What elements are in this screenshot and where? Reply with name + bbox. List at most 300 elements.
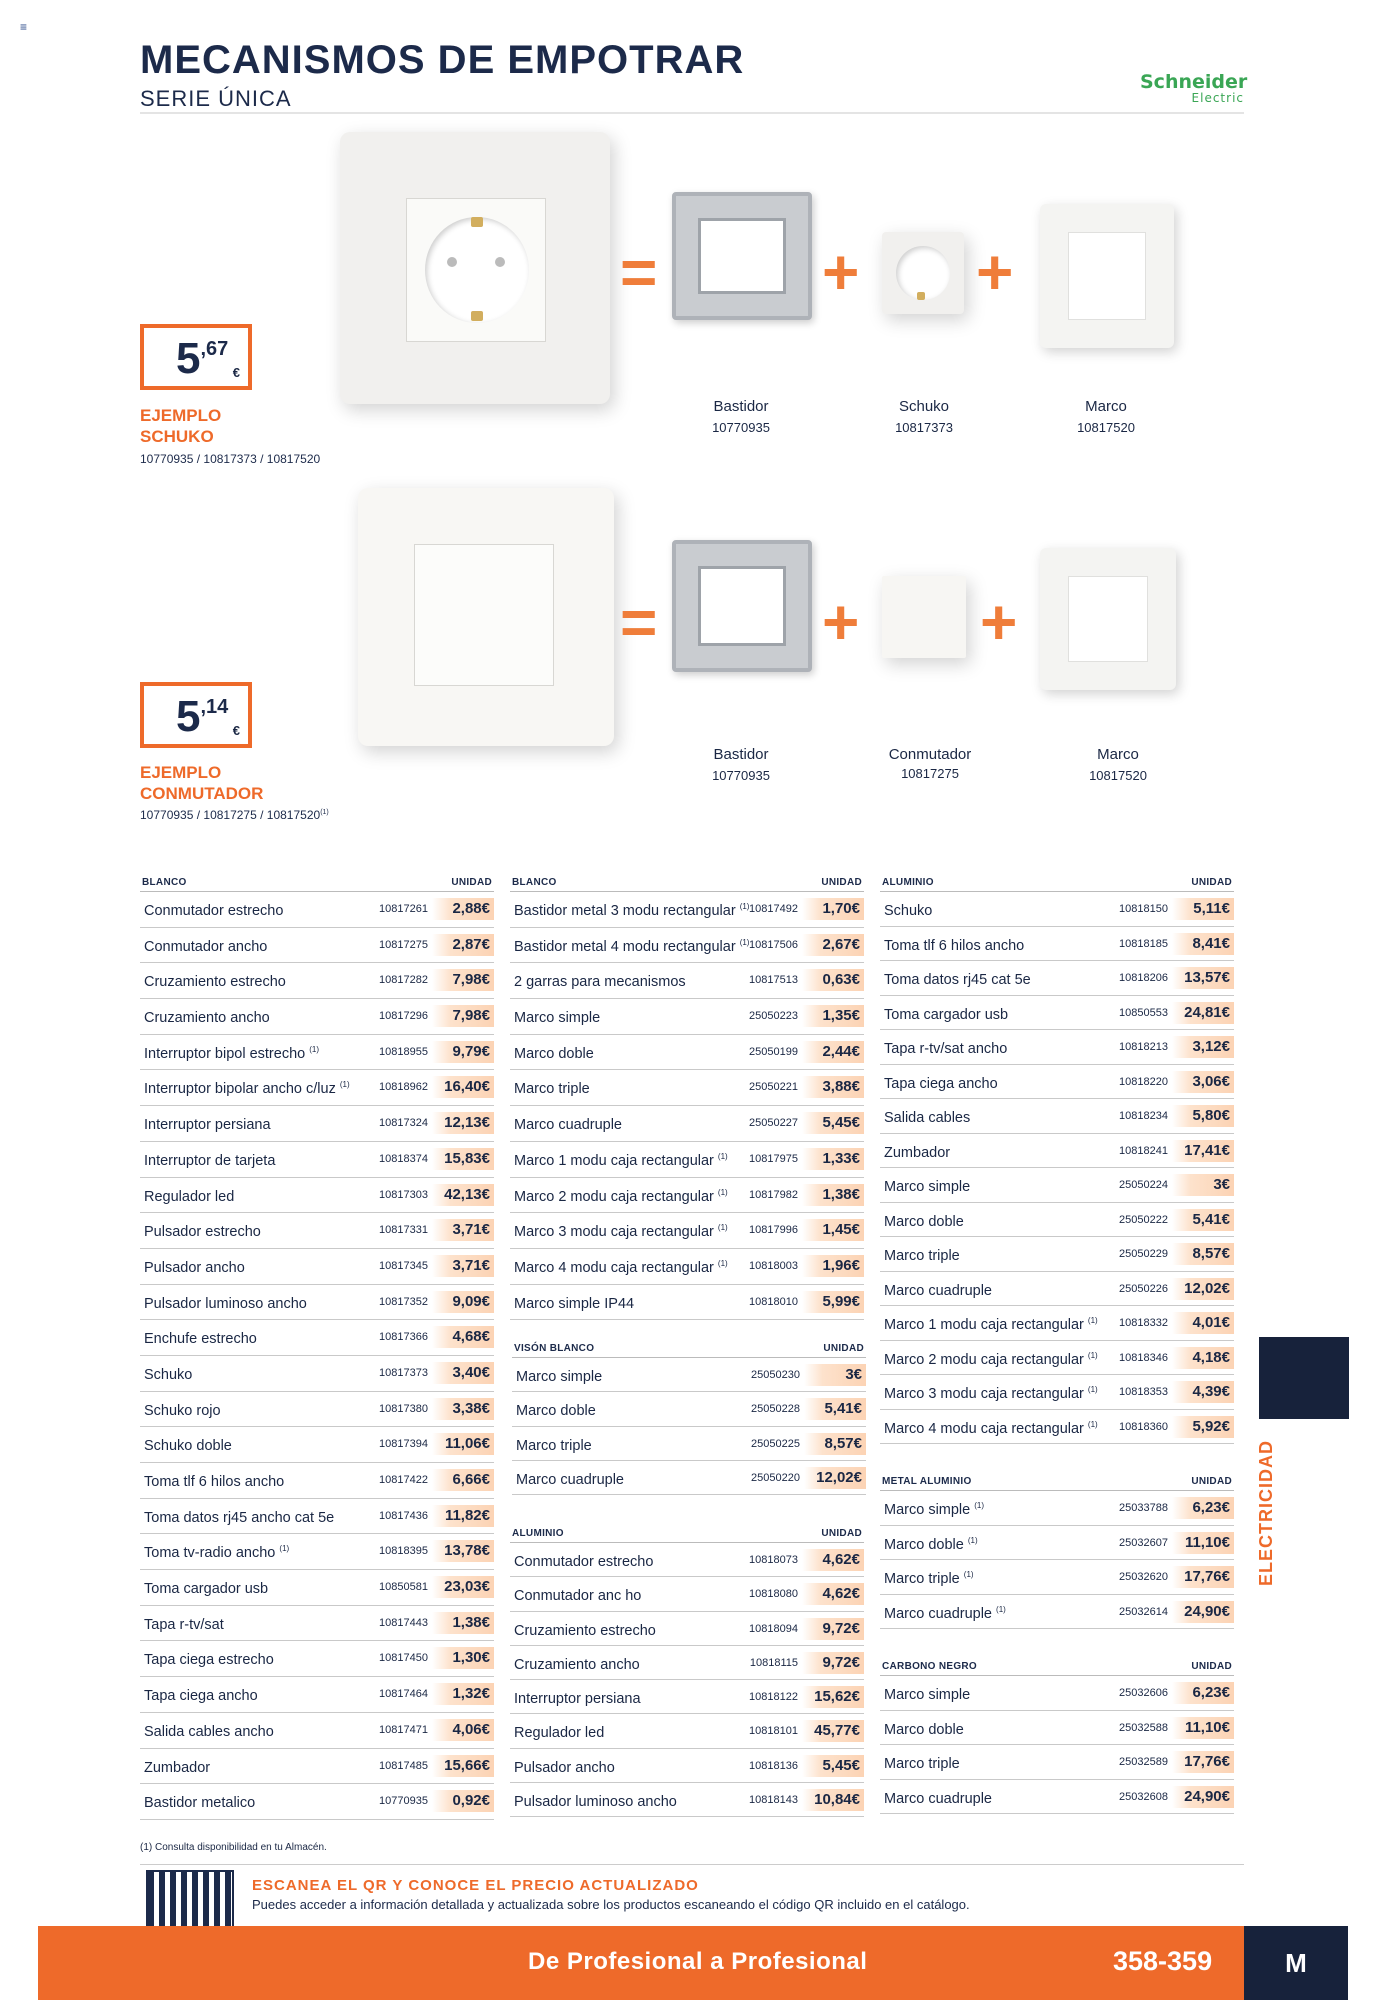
product-code: 25033788 [1119,1502,1168,1514]
product-code: 10817345 [379,1259,428,1272]
product-price: 6,66€ [432,1469,494,1491]
table-row[interactable] [510,1783,864,1817]
table-row[interactable] [510,1577,864,1611]
product-code: 25050228 [751,1403,800,1416]
product-name: Marco simple [884,1178,971,1195]
product-price: 15,66€ [432,1755,494,1777]
footnote-ref: (1) [967,1535,978,1545]
product-price: 5,11€ [1172,898,1234,920]
product-price: 5,92€ [1172,1416,1234,1438]
product-price: 11,06€ [432,1433,494,1455]
component-code: 10817520 [1077,420,1135,435]
table-row[interactable] [510,1646,864,1680]
product-code: 10818213 [1119,1041,1168,1053]
table-header [510,1528,864,1543]
bastidor-image [672,192,812,320]
page-title: MECANISMOS DE EMPOTRAR [140,38,745,82]
product-code: 10818332 [1119,1317,1168,1329]
table-row[interactable] [510,1612,864,1646]
product-code: 10850553 [1119,1006,1168,1019]
product-price: 8,57€ [1172,1243,1234,1265]
section-tab[interactable] [1259,1337,1349,1419]
price-decimal: ,14 [200,696,229,718]
product-price: 9,09€ [432,1291,494,1313]
product-price: 6,23€ [1172,1682,1234,1704]
product-price: 2,88€ [432,898,494,920]
product-price: 3,71€ [432,1255,494,1277]
table-row[interactable] [510,1749,864,1783]
qr-description: Puedes acceder a información detallada y actualizada sobre los productos escaneando el código QR incluido en el catálogo. [252,1897,970,1912]
table-row[interactable] [880,1030,1234,1065]
table-row[interactable] [510,1543,864,1577]
product-name: Regulador led [144,1188,235,1205]
table-heading: ALUMINIO [882,877,934,888]
product-name: Interruptor de tarjeta [144,1152,276,1169]
product-name: Schuko rojo [144,1402,221,1419]
product-price: 1,70€ [802,898,864,920]
table-row[interactable] [140,1320,494,1356]
product-price: 42,13€ [432,1184,494,1206]
product-name: Cruzamiento ancho [144,1009,270,1026]
component-code: 10817520 [1089,768,1147,783]
component-name: Schuko [898,398,950,415]
product-code: 10818150 [1119,903,1168,915]
product-code: 10817261 [379,903,428,915]
product-code: 25050224 [1119,1179,1168,1191]
price-integer: 5 [176,334,201,383]
table-row[interactable] [880,1237,1234,1272]
product-name: Marco simple IP44 [514,1295,635,1312]
product-price: 12,02€ [804,1467,866,1489]
product-name: Cruzamiento estrecho [144,974,286,991]
product-code: 10817485 [379,1759,428,1772]
product-price: 13,57€ [1172,967,1234,989]
table-row[interactable] [880,1745,1234,1780]
product-price: 7,98€ [432,969,494,991]
table-row[interactable] [512,1358,866,1392]
table-row[interactable] [510,1106,864,1142]
product-name: Marco simple [514,1009,601,1026]
product-name: Tapa ciega ancho [884,1075,998,1092]
product-price: 4,18€ [1172,1347,1234,1369]
product-code: 10817366 [379,1331,428,1344]
product-name: Interruptor bipol estrecho $^{(1)}$ [144,1044,320,1062]
label-line: EJEMPLO [140,763,222,782]
product-name: Marco cuadruple $^{(1)}$ [884,1604,1006,1622]
product-name: Conmutador estrecho [514,1553,654,1570]
table-row[interactable] [510,928,864,964]
table-row[interactable] [880,1711,1234,1746]
conmutador-example-label [140,762,263,804]
product-price: 1,35€ [802,1005,864,1027]
qr-call-to-action: ESCANEA EL QR Y CONOCE EL PRECIO ACTUALIZADO [252,1877,699,1894]
product-code: 10817982 [749,1188,798,1201]
product-price: 12,13€ [432,1112,494,1134]
store-logo[interactable]: M [1244,1926,1348,2000]
product-code: 25050226 [1119,1282,1168,1295]
product-price: 1,32€ [432,1683,494,1705]
product-name: Marco triple [516,1437,592,1454]
table-row[interactable] [880,1676,1234,1711]
product-name: Marco cuadruple [884,1282,992,1299]
table-row[interactable] [510,1035,864,1071]
product-code: 10817282 [379,974,428,987]
product-name: Toma datos rj45 cat 5e [884,971,1031,988]
product-name: Tapa ciega estrecho [144,1652,274,1669]
product-price: 4,68€ [432,1326,494,1348]
table-row[interactable] [140,1641,494,1677]
brand-name: Schneider [1140,71,1248,93]
product-code: 10818962 [379,1081,428,1094]
table-row[interactable] [880,1272,1234,1307]
label-line: EJEMPLO [140,406,222,425]
product-code: 25050225 [751,1437,800,1450]
product-code: 10817996 [749,1224,798,1237]
table-header [880,877,1234,892]
table-row[interactable] [512,1392,866,1426]
table-row[interactable] [140,1713,494,1749]
product-name: Cruzamiento ancho [514,1656,640,1673]
product-name: Salida cables [884,1109,971,1126]
table-row[interactable] [140,1499,494,1535]
unit-header: UNIDAD [1191,877,1232,888]
product-code: 10818395 [379,1545,428,1558]
table-row[interactable] [880,1526,1234,1561]
table-row[interactable] [880,1099,1234,1134]
unit-header: UNIDAD [1191,1661,1232,1672]
product-name: 2 garras para mecanismos [514,974,686,991]
product-price: 2,67€ [802,934,864,956]
footnote-ref: (1) [717,1258,728,1268]
table-header [510,877,864,892]
schuko-module-image [882,232,964,314]
product-name: Marco 1 modu caja rectangular $^{(1)}$ [514,1151,728,1169]
product-code: 10770935 [379,1795,428,1808]
product-name: Pulsador ancho [144,1259,245,1276]
table-row[interactable] [140,928,494,964]
product-price: 3,71€ [432,1219,494,1241]
product-code: 10817380 [379,1402,428,1415]
product-name: Bastidor metal 3 modu rectangular $^{(1)}$ [514,902,750,919]
table-row[interactable] [880,1306,1234,1341]
table-row[interactable] [880,1560,1234,1595]
table-row[interactable] [512,1461,866,1495]
table-row[interactable] [140,1213,494,1249]
plus-icon: + [980,586,1018,658]
product-name: Marco doble [516,1403,596,1420]
table-row[interactable] [510,1070,864,1106]
section-label: ELECTRICIDAD [1256,1440,1276,1586]
footnote-ref: (1) [1087,1316,1098,1325]
table-row[interactable] [510,1680,864,1714]
unit-header: UNIDAD [823,1343,864,1354]
component-name: Conmutador [888,746,972,763]
table-heading: BLANCO [512,877,557,888]
product-code: 10818185 [1119,937,1168,950]
product-name: Marco cuadruple [514,1116,622,1133]
conmutador-module-image [882,576,966,658]
table-row[interactable] [140,1249,494,1285]
product-name: Interruptor bipolar ancho c/luz $^{(1)}$ [144,1080,350,1098]
product-name: Schuko doble [144,1438,232,1455]
product-name: Marco doble $^{(1)}$ [884,1535,978,1553]
table-row[interactable] [880,1341,1234,1376]
product-price: 45,77€ [802,1720,864,1742]
table-row[interactable] [140,1070,494,1106]
product-name: Schuko [144,1366,193,1383]
product-price: 5,45€ [802,1112,864,1134]
product-name: Zumbador [884,1144,951,1161]
table-row[interactable] [140,1392,494,1428]
plus-icon: + [822,236,860,308]
product-name: Regulador led [514,1725,605,1742]
product-name: Bastidor metal 4 modu rectangular $^{(1)}$ [514,937,750,955]
table-row[interactable] [140,1463,494,1499]
table-row[interactable] [880,927,1234,962]
product-price: 5,45€ [802,1755,864,1777]
codes-text: 10770935 / 10817275 / 10817520 [140,808,321,822]
product-price: 10,84€ [802,1789,864,1811]
product-name: Zumbador [144,1759,211,1776]
table-row[interactable] [140,963,494,999]
product-code: 10818080 [749,1588,798,1601]
product-name: Marco 4 modu caja rectangular $^{(1)}$ [514,1258,728,1276]
table-row[interactable] [880,1065,1234,1100]
product-code: 25050199 [749,1045,798,1058]
product-code: 25032620 [1119,1571,1168,1583]
product-code: 10818220 [1119,1075,1168,1088]
product-code: 25032606 [1119,1687,1168,1699]
table-row[interactable] [880,1168,1234,1203]
product-price: 3€ [804,1364,866,1386]
table-row[interactable] [880,1780,1234,1815]
product-code: 10818101 [749,1725,798,1738]
brand-sub: Electric [1191,91,1244,105]
equals-icon: = [620,236,658,308]
product-name: Toma tv-radio ancho $^{(1)}$ [144,1544,290,1562]
product-price: 23,03€ [432,1576,494,1598]
product-price: 3,88€ [802,1076,864,1098]
schuko-example-label [140,405,221,447]
footnote-ref: (1) [309,1044,320,1054]
product-price: 9,72€ [802,1652,864,1674]
product-price: 24,90€ [1172,1601,1234,1623]
product-price: 4,39€ [1172,1381,1234,1403]
table-row[interactable] [140,1427,494,1463]
product-code: 25032589 [1119,1756,1168,1768]
product-price: 24,90€ [1172,1786,1234,1808]
product-code: 10818122 [749,1691,798,1704]
product-price: 5,41€ [1172,1209,1234,1231]
product-price: 11,10€ [1172,1717,1234,1739]
product-code: 10817394 [379,1438,428,1451]
product-price: 1,38€ [432,1612,494,1634]
table-row[interactable] [880,892,1234,927]
product-price: 0,92€ [432,1790,494,1812]
product-name: Marco triple [884,1247,960,1264]
product-name: Pulsador luminoso ancho [514,1793,677,1810]
table-header [140,877,494,892]
product-name: Schuko [884,902,933,919]
product-price: 4,01€ [1172,1312,1234,1334]
table-row[interactable] [140,1534,494,1570]
product-name: Marco 4 modu caja rectangular $^{(1)}$ [884,1419,1098,1437]
price-decimal: ,67 [200,338,229,360]
product-code: 10818206 [1119,972,1168,984]
product-price: 1,38€ [802,1184,864,1206]
product-name: Marco triple [884,1755,960,1772]
component-code: 10817373 [895,420,953,435]
table-row[interactable] [510,1213,864,1249]
table-row[interactable] [880,961,1234,996]
product-name: Marco triple $^{(1)}$ [884,1570,974,1587]
product-code: 10817303 [379,1188,428,1201]
product-code: 10818094 [749,1622,798,1635]
footnote-ref: (1) [1087,1419,1098,1429]
table-row[interactable] [140,1677,494,1713]
table-row[interactable] [510,1249,864,1285]
product-code: 10817506 [749,938,798,951]
table-row[interactable] [510,963,864,999]
product-price: 15,83€ [432,1148,494,1170]
table-row[interactable] [140,1356,494,1392]
product-name: Marco simple $^{(1)}$ [884,1501,985,1518]
product-price: 2,44€ [802,1041,864,1063]
table-row[interactable] [880,1410,1234,1445]
product-price: 16,40€ [432,1076,494,1098]
unit-header: UNIDAD [451,877,492,888]
product-name: Toma cargador usb [144,1580,269,1597]
product-price: 7,98€ [432,1005,494,1027]
product-name: Toma tlf 6 hilos ancho [144,1473,285,1490]
unit-header: UNIDAD [1191,1476,1232,1487]
table-row[interactable] [140,892,494,928]
product-price: 5,41€ [804,1398,866,1420]
menu-icon[interactable]: ≡ [20,20,28,34]
price-table-aluminio-1 [510,1528,864,1817]
price-table-blanco-1 [140,877,494,1820]
component-code: 10770935 [712,420,770,435]
product-name: Pulsador estrecho [144,1224,261,1241]
product-name: Marco 3 modu caja rectangular $^{(1)}$ [884,1385,1098,1402]
price-table-blanco-2 [510,877,864,1320]
conmutador-assembled-image [358,488,614,746]
product-name: Marco 1 modu caja rectangular $^{(1)}$ [884,1316,1098,1333]
footnote-ref: (1) [739,902,750,911]
product-price: 3,12€ [1172,1036,1234,1058]
table-header [512,1343,866,1358]
product-code: 10818234 [1119,1110,1168,1122]
product-code: 10817352 [379,1295,428,1308]
table-row[interactable] [510,1178,864,1214]
page-subtitle: SERIE ÚNICA [140,86,292,111]
schuko-example-price [140,324,252,390]
table-row[interactable] [510,999,864,1035]
table-row[interactable] [880,1375,1234,1410]
product-code: 10817471 [379,1723,428,1736]
table-row[interactable] [140,1178,494,1214]
product-name: Tapa ciega ancho [144,1687,258,1704]
product-code: 10818143 [749,1794,798,1807]
table-row[interactable] [880,1491,1234,1526]
product-code: 10818955 [379,1045,428,1058]
table-row[interactable] [510,892,864,928]
table-row[interactable] [140,1749,494,1785]
product-name: Marco triple [514,1081,590,1098]
product-code: 10818346 [1119,1351,1168,1364]
product-code: 10818241 [1119,1144,1168,1157]
product-code: 25032607 [1119,1536,1168,1549]
unit-header: UNIDAD [821,1528,862,1539]
component-name: Marco [1097,746,1139,763]
product-code: 25050223 [749,1010,798,1023]
table-row[interactable] [140,1285,494,1321]
product-price: 9,79€ [432,1041,494,1063]
table-row[interactable] [880,1134,1234,1169]
footnote-ref: (1) [717,1187,728,1197]
product-code: 25032614 [1119,1605,1168,1618]
table-row[interactable] [140,999,494,1035]
conmutador-example-codes [140,808,329,822]
product-code: 25032588 [1119,1721,1168,1734]
table-row[interactable] [880,1203,1234,1238]
product-name: Pulsador ancho [514,1759,615,1776]
table-row[interactable] [140,1142,494,1178]
footnote-ref: (1) [1087,1385,1098,1394]
table-header [880,1661,1234,1676]
product-price: 12,02€ [1172,1278,1234,1300]
table-row[interactable] [140,1784,494,1820]
product-name: Toma cargador usb [884,1006,1009,1023]
table-row[interactable] [510,1714,864,1748]
table-row[interactable] [140,1570,494,1606]
product-code: 25050230 [751,1369,800,1381]
footnote-ref: (1) [739,937,750,947]
product-code: 10817422 [379,1474,428,1486]
product-code: 25050221 [749,1081,798,1094]
page-numbers: 358-359 [1113,1946,1213,1976]
table-row[interactable] [140,1106,494,1142]
table-row[interactable] [512,1427,866,1461]
table-row[interactable] [880,996,1234,1031]
product-name: Conmutador anc ho [514,1588,642,1605]
product-code: 25050220 [751,1471,800,1484]
footnote: (1) Consulta disponibilidad en tu Almacén. [140,1842,327,1853]
table-row[interactable] [510,1142,864,1178]
product-name: Marco cuadruple [516,1471,624,1488]
product-price: 2,87€ [432,934,494,956]
table-row[interactable] [880,1595,1234,1630]
table-row[interactable] [140,1606,494,1642]
product-price: 4,62€ [802,1549,864,1571]
footnote-ref: (1) [717,1223,728,1233]
table-row[interactable] [140,1035,494,1071]
table-row[interactable] [510,1285,864,1321]
product-name: Enchufe estrecho [144,1331,257,1348]
product-price: 3€ [1172,1174,1234,1196]
product-price: 17,41€ [1172,1140,1234,1162]
footer-slogan: De Profesional a Profesional [528,1948,868,1975]
unit-header: UNIDAD [821,877,862,888]
product-code: 10817324 [379,1117,428,1130]
plus-icon: + [822,586,860,658]
product-name: Tapa r-tv/sat ancho [884,1040,1008,1057]
plus-icon: + [976,236,1014,308]
product-code: 10817443 [379,1616,428,1629]
product-code: 10818073 [749,1554,798,1566]
product-name: Marco 2 modu caja rectangular $^{(1)}$ [514,1187,728,1205]
product-code: 10818360 [1119,1420,1168,1433]
